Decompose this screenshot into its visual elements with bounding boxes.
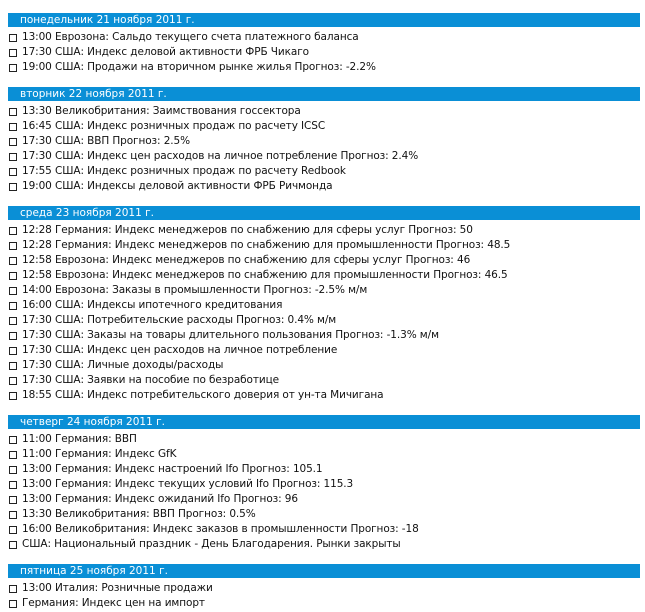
event-item: 13:00 Германия: Индекс текущих условий Ifo Прогноз: 115.3 — [8, 477, 640, 492]
day-section — [8, 87, 640, 194]
checkbox-icon — [9, 451, 17, 459]
checkbox-icon — [9, 466, 17, 474]
checkbox-icon — [9, 257, 17, 265]
checkbox-icon — [9, 496, 17, 504]
event-item: 12:28 Германия: Индекс менеджеров по снабжению для сферы услуг Прогноз: 50 — [8, 223, 640, 238]
event-item: 17:30 США: ВВП Прогноз: 2.5% — [8, 134, 640, 149]
event-item: 13:30 Великобритания: ВВП Прогноз: 0.5% — [8, 507, 640, 522]
checkbox-icon — [9, 49, 17, 57]
day-section — [8, 564, 640, 611]
checkbox-icon — [9, 108, 17, 116]
event-item: 16:00 США: Индексы ипотечного кредитования — [8, 298, 640, 313]
checkbox-icon — [9, 526, 17, 534]
event-item: 17:30 США: Заказы на товары длительного пользования Прогноз: -1.3% м/м — [8, 328, 640, 343]
checkbox-icon — [9, 436, 17, 444]
event-item: 11:00 Германия: ВВП — [8, 432, 640, 447]
checkbox-icon — [9, 511, 17, 519]
checkbox-icon — [9, 153, 17, 161]
day-header: среда 23 ноября 2011 г. — [8, 206, 640, 220]
checkbox-icon — [9, 302, 17, 310]
event-item: 12:58 Еврозона: Индекс менеджеров по снабжению для сферы услуг Прогноз: 46 — [8, 253, 640, 268]
event-item: 13:00 Германия: Индекс настроений Ifo Прогноз: 105.1 — [8, 462, 640, 477]
checkbox-icon — [9, 317, 17, 325]
event-item: 14:00 Еврозона: Заказы в промышленности Прогноз: -2.5% м/м — [8, 283, 640, 298]
checkbox-icon — [9, 168, 17, 176]
day-section — [8, 13, 640, 75]
checkbox-icon — [9, 242, 17, 250]
event-item: 12:58 Еврозона: Индекс менеджеров по снабжению для промышленности Прогноз: 46.5 — [8, 268, 640, 283]
checkbox-icon — [9, 585, 17, 593]
event-item: 16:45 США: Индекс розничных продаж по расчету ICSC — [8, 119, 640, 134]
checkbox-icon — [9, 377, 17, 385]
event-item: 17:30 США: Индекс цен расходов на личное потребление Прогноз: 2.4% — [8, 149, 640, 164]
checkbox-icon — [9, 287, 17, 295]
checkbox-icon — [9, 600, 17, 608]
event-item: 17:55 США: Индекс розничных продаж по расчету Redbook — [8, 164, 640, 179]
checkbox-icon — [9, 183, 17, 191]
event-item: 17:30 США: Заявки на пособие по безработице — [8, 373, 640, 388]
day-header: понедельник 21 ноября 2011 г. — [8, 13, 640, 27]
event-item: 17:30 США: Личные доходы/расходы — [8, 358, 640, 373]
checkbox-icon — [9, 227, 17, 235]
event-item: 13:30 Великобритания: Заимствования госсектора — [8, 104, 640, 119]
checkbox-icon — [9, 347, 17, 355]
event-item: 13:00 Германия: Индекс ожиданий Ifo Прогноз: 96 — [8, 492, 640, 507]
event-item: 19:00 США: Продажи на вторичном рынке жилья Прогноз: -2.2% — [8, 60, 640, 75]
day-section — [8, 415, 640, 552]
checkbox-icon — [9, 272, 17, 280]
day-header: вторник 22 ноября 2011 г. — [8, 87, 640, 101]
event-item: 17:30 США: Индекс деловой активности ФРБ Чикаго — [8, 45, 640, 60]
event-item: 11:00 Германия: Индекс GfK — [8, 447, 640, 462]
day-header: пятница 25 ноября 2011 г. — [8, 564, 640, 578]
day-header: четверг 24 ноября 2011 г. — [8, 415, 640, 429]
event-item: 17:30 США: Потребительские расходы Прогноз: 0.4% м/м — [8, 313, 640, 328]
checkbox-icon — [9, 392, 17, 400]
checkbox-icon — [9, 138, 17, 146]
event-item: 19:00 США: Индексы деловой активности ФРБ Ричмонда — [8, 179, 640, 194]
event-item: 12:28 Германия: Индекс менеджеров по снабжению для промышленности Прогноз: 48.5 — [8, 238, 640, 253]
event-item: 17:30 США: Индекс цен расходов на личное потребление — [8, 343, 640, 358]
checkbox-icon — [9, 34, 17, 42]
checkbox-icon — [9, 481, 17, 489]
event-item: США: Национальный праздник - День Благодарения. Рынки закрыты — [8, 537, 640, 552]
event-item: Германия: Индекс цен на импорт — [8, 596, 640, 611]
checkbox-icon — [9, 123, 17, 131]
checkbox-icon — [9, 64, 17, 72]
checkbox-icon — [9, 332, 17, 340]
event-item: 16:00 Великобритания: Индекс заказов в промышленности Прогноз: -18 — [8, 522, 640, 537]
checkbox-icon — [9, 541, 17, 549]
checkbox-icon — [9, 362, 17, 370]
event-item: 13:00 Италия: Розничные продажи — [8, 581, 640, 596]
event-item: 18:55 США: Индекс потребительского доверия от ун-та Мичигана — [8, 388, 640, 403]
day-section — [8, 206, 640, 403]
event-item: 13:00 Еврозона: Сальдо текущего счета платежного баланса — [8, 30, 640, 45]
